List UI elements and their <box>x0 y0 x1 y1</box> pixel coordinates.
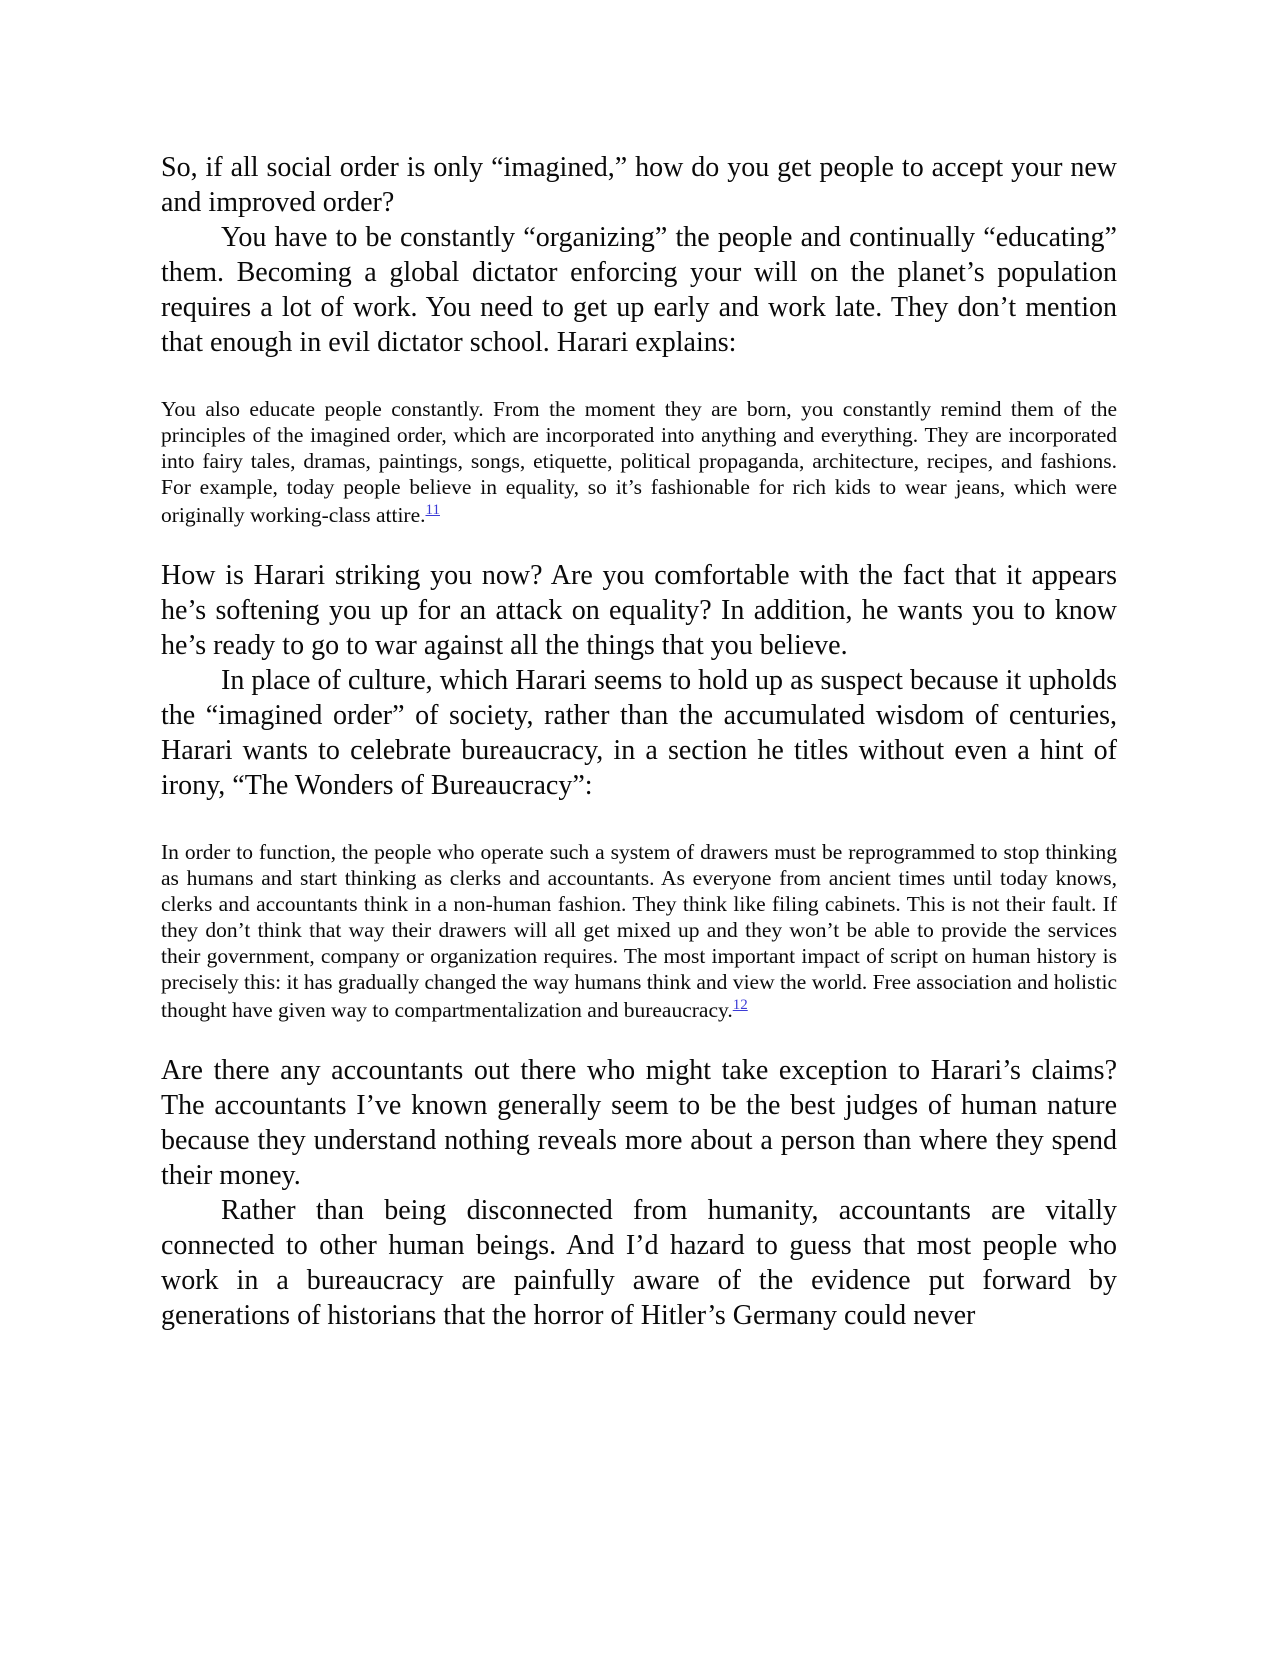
footnote-link-11[interactable]: 11 <box>425 502 440 518</box>
quote-text: You also educate people constantly. From the moment they are born, you constantly remind them of the principles of the imagined order, which are incorporated into anything and everything. They are incorporated into fairy tales, dramas, paintings, songs, etiquette, political propaganda, architecture, recipes, and fashions. For example, today people believe in equality, so it’s fashionable for rich kids to wear jeans, which were originally working-class attire. <box>161 397 1117 528</box>
quote-text: In order to function, the people who operate such a system of drawers must be reprogrammed to stop thinking as humans and start thinking as clerks and accountants. As everyone from ancient times until today knows, clerks and accountants think in a non-human fashion. They think like filing cabinets. This is not their fault. If they don’t think that way their drawers will all get mixed up and they won’t be able to provide the services their government, company or organization requires. The most important impact of script on human history is precisely this: it has gradually changed the way humans think and view the world. Free association and holistic thought have given way to compartmentalization and bureaucracy. <box>161 840 1117 1023</box>
body-paragraph: So, if all social order is only “imagined,” how do you get people to accept your new and improved order? <box>161 152 1117 218</box>
body-paragraph: Rather than being disconnected from humanity, accountants are vitally connected to other human beings. And I’d hazard to guess that most people who work in a bureaucracy are painfully aware of the evidence put forward by generations of historians that the horror of Hitler’s Germany could never <box>161 1195 1117 1332</box>
body-paragraph: Are there any accountants out there who might take exception to Harari’s claims? The accountants I’ve known generally seem to be the best judges of human nature because they understand nothing reveals more about a person than where they spend their money. <box>161 1055 1117 1192</box>
page-content <box>161 150 1117 1333</box>
body-paragraph: How is Harari striking you now? Are you comfortable with the fact that it appears he’s softening you up for an attack on equality? In addition, he wants you to know he’s ready to go to war against all the things that you believe. <box>161 560 1117 662</box>
body-paragraph: You have to be constantly “organizing” the people and continually “educating” them. Becoming a global dictator enforcing your will on the planet’s population requires a lot of work. You need to get up early and work late. They don’t mention that enough in evil dictator school. Harari explains: <box>161 222 1117 358</box>
block-quote <box>161 839 1117 1023</box>
block-quote <box>161 396 1117 528</box>
body-paragraph: In place of culture, which Harari seems to hold up as suspect because it upholds the “imagined order” of society, rather than the accumulated wisdom of centuries, Harari wants to celebrate bureaucracy, in a section he titles without even a hint of irony, “The Wonders of Bureaucracy”: <box>161 665 1117 802</box>
footnote-superscript <box>733 993 748 1013</box>
footnote-superscript <box>426 498 440 518</box>
footnote-link-12[interactable]: 12 <box>732 997 748 1014</box>
